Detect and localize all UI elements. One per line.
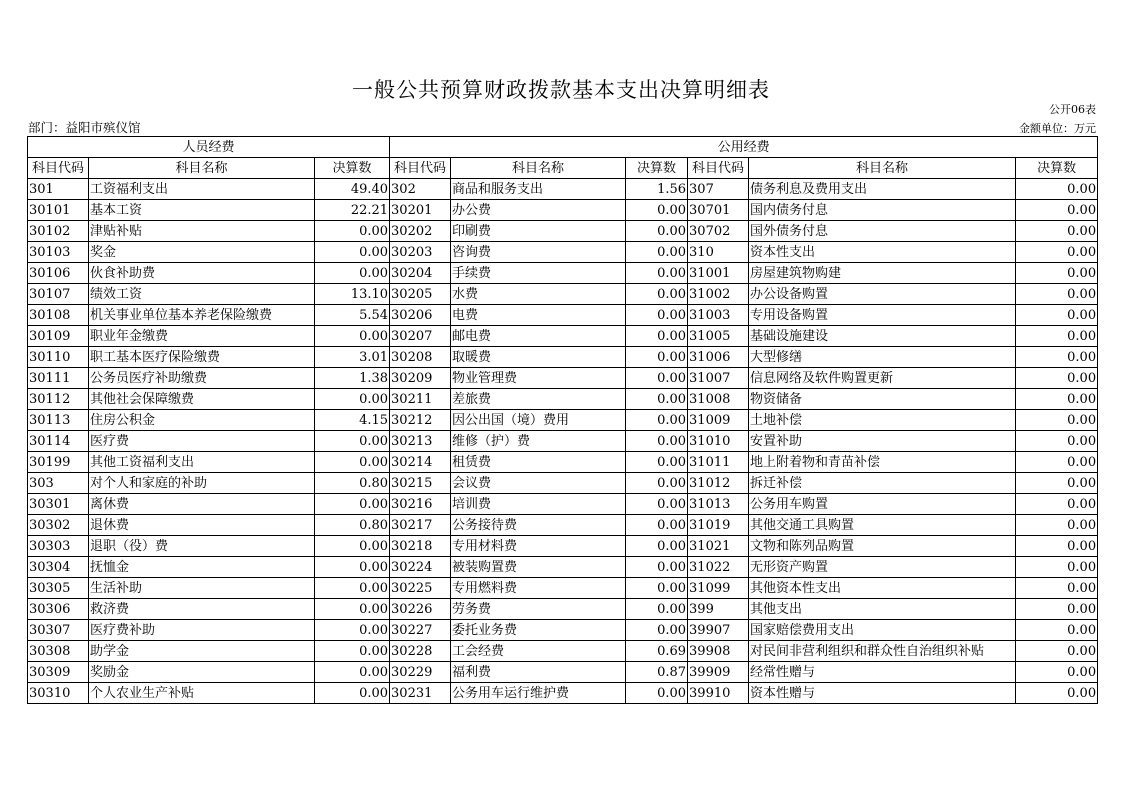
table-row	[28, 620, 1098, 641]
header-name: 科目名称	[451, 158, 626, 179]
cell-code: 30114	[28, 431, 89, 452]
table-row	[28, 410, 1098, 431]
cell-name: 劳务费	[451, 599, 626, 620]
cell-code: 31007	[688, 368, 749, 389]
cell-code: 30199	[28, 452, 89, 473]
cell-code: 303	[28, 473, 89, 494]
cell-amount: 0.00	[1016, 599, 1098, 620]
expenditure-table	[27, 136, 1098, 704]
cell-name: 离休费	[89, 494, 315, 515]
cell-amount: 0.00	[1016, 452, 1098, 473]
cell-amount: 0.00	[626, 557, 688, 578]
cell-amount: 0.00	[626, 494, 688, 515]
cell-name: 医疗费补助	[89, 620, 315, 641]
cell-amount: 1.56	[626, 179, 688, 200]
cell-amount: 0.00	[1016, 431, 1098, 452]
cell-name: 培训费	[451, 494, 626, 515]
cell-amount: 0.00	[626, 620, 688, 641]
cell-amount: 0.00	[315, 536, 390, 557]
page-title: 一般公共预算财政拨款基本支出决算明细表	[352, 78, 770, 102]
cell-name: 抚恤金	[89, 557, 315, 578]
group-header-public: 公用经费	[390, 137, 1098, 158]
cell-code: 30307	[28, 620, 89, 641]
cell-code: 30305	[28, 578, 89, 599]
cell-amount: 5.54	[315, 305, 390, 326]
table-row	[28, 431, 1098, 452]
cell-amount: 4.15	[315, 410, 390, 431]
cell-name: 维修（护）费	[451, 431, 626, 452]
cell-amount: 1.38	[315, 368, 390, 389]
table-row	[28, 200, 1098, 221]
cell-name: 租赁费	[451, 452, 626, 473]
cell-amount: 0.00	[315, 662, 390, 683]
cell-name: 退休费	[89, 515, 315, 536]
cell-code: 31013	[688, 494, 749, 515]
cell-name: 会议费	[451, 473, 626, 494]
cell-code: 39907	[688, 620, 749, 641]
cell-amount: 0.00	[1016, 473, 1098, 494]
cell-code: 30110	[28, 347, 89, 368]
cell-amount: 0.00	[315, 599, 390, 620]
cell-code: 31099	[688, 578, 749, 599]
cell-name: 工会经费	[451, 641, 626, 662]
table-row	[28, 389, 1098, 410]
cell-amount: 0.69	[626, 641, 688, 662]
cell-name: 公务员医疗补助缴费	[89, 368, 315, 389]
header-code: 科目代码	[688, 158, 749, 179]
cell-code: 30207	[390, 326, 451, 347]
department-label: 部门：益阳市殡仪馆	[28, 120, 141, 135]
cell-name: 商品和服务支出	[451, 179, 626, 200]
group-header-row	[28, 137, 1098, 158]
cell-amount: 0.80	[315, 515, 390, 536]
cell-code: 31002	[688, 284, 749, 305]
table-row	[28, 578, 1098, 599]
table-row	[28, 368, 1098, 389]
table-row	[28, 284, 1098, 305]
cell-code: 30217	[390, 515, 451, 536]
table-row	[28, 494, 1098, 515]
cell-code: 30302	[28, 515, 89, 536]
cell-name: 办公费	[451, 200, 626, 221]
cell-code: 30208	[390, 347, 451, 368]
cell-amount: 3.01	[315, 347, 390, 368]
cell-code: 30308	[28, 641, 89, 662]
cell-name: 助学金	[89, 641, 315, 662]
cell-amount: 0.00	[626, 536, 688, 557]
cell-name: 其他交通工具购置	[749, 515, 1016, 536]
cell-code: 30702	[688, 221, 749, 242]
cell-amount: 0.00	[315, 221, 390, 242]
cell-name: 绩效工资	[89, 284, 315, 305]
cell-code: 30106	[28, 263, 89, 284]
cell-code: 30103	[28, 242, 89, 263]
cell-name: 奖励金	[89, 662, 315, 683]
cell-name: 奖金	[89, 242, 315, 263]
table-row	[28, 662, 1098, 683]
cell-amount: 0.00	[626, 284, 688, 305]
cell-amount: 0.00	[626, 683, 688, 704]
cell-amount: 0.00	[626, 431, 688, 452]
cell-name: 物业管理费	[451, 368, 626, 389]
table-row	[28, 641, 1098, 662]
cell-name: 取暖费	[451, 347, 626, 368]
table-row	[28, 179, 1098, 200]
cell-code: 302	[390, 179, 451, 200]
cell-amount: 0.00	[315, 578, 390, 599]
cell-name: 对个人和家庭的补助	[89, 473, 315, 494]
cell-amount: 0.00	[626, 515, 688, 536]
cell-name: 职业年金缴费	[89, 326, 315, 347]
cell-code: 30301	[28, 494, 89, 515]
cell-code: 30201	[390, 200, 451, 221]
cell-code: 30113	[28, 410, 89, 431]
cell-code: 307	[688, 179, 749, 200]
cell-code: 301	[28, 179, 89, 200]
cell-amount: 0.00	[626, 347, 688, 368]
cell-amount: 0.00	[1016, 515, 1098, 536]
cell-name: 公务用车购置	[749, 494, 1016, 515]
cell-amount: 0.00	[1016, 410, 1098, 431]
cell-code: 31003	[688, 305, 749, 326]
cell-amount: 0.00	[315, 557, 390, 578]
form-number: 公开06表	[1049, 103, 1096, 116]
cell-code: 30310	[28, 683, 89, 704]
header-amount: 决算数	[1016, 158, 1098, 179]
cell-name: 资本性赠与	[749, 683, 1016, 704]
cell-amount: 0.00	[1016, 557, 1098, 578]
cell-amount: 0.00	[315, 641, 390, 662]
cell-code: 30205	[390, 284, 451, 305]
cell-code: 31010	[688, 431, 749, 452]
cell-amount: 0.00	[1016, 347, 1098, 368]
cell-name: 咨询费	[451, 242, 626, 263]
cell-name: 退职（役）费	[89, 536, 315, 557]
cell-code: 30101	[28, 200, 89, 221]
cell-name: 国内债务付息	[749, 200, 1016, 221]
cell-name: 公务用车运行维护费	[451, 683, 626, 704]
cell-amount: 0.00	[626, 242, 688, 263]
cell-code: 30112	[28, 389, 89, 410]
cell-amount: 0.87	[626, 662, 688, 683]
table-row	[28, 683, 1098, 704]
cell-amount: 0.00	[1016, 620, 1098, 641]
cell-name: 职工基本医疗保险缴费	[89, 347, 315, 368]
cell-code: 31006	[688, 347, 749, 368]
table-row	[28, 515, 1098, 536]
cell-name: 国外债务付息	[749, 221, 1016, 242]
cell-code: 30224	[390, 557, 451, 578]
cell-amount: 0.00	[315, 431, 390, 452]
cell-name: 邮电费	[451, 326, 626, 347]
cell-amount: 0.00	[626, 452, 688, 473]
cell-amount: 0.00	[1016, 536, 1098, 557]
cell-code: 30227	[390, 620, 451, 641]
cell-amount: 0.00	[1016, 641, 1098, 662]
table-row	[28, 221, 1098, 242]
header-code: 科目代码	[28, 158, 89, 179]
cell-code: 310	[688, 242, 749, 263]
cell-code: 30701	[688, 200, 749, 221]
cell-name: 差旅费	[451, 389, 626, 410]
cell-amount: 0.00	[626, 326, 688, 347]
cell-amount: 0.00	[1016, 662, 1098, 683]
cell-amount: 0.00	[1016, 326, 1098, 347]
cell-amount: 0.00	[315, 263, 390, 284]
cell-code: 30306	[28, 599, 89, 620]
cell-name: 福利费	[451, 662, 626, 683]
cell-code: 30229	[390, 662, 451, 683]
cell-amount: 0.00	[626, 200, 688, 221]
cell-amount: 0.00	[1016, 305, 1098, 326]
cell-amount: 0.00	[1016, 263, 1098, 284]
cell-code: 30204	[390, 263, 451, 284]
cell-name: 基础设施建设	[749, 326, 1016, 347]
cell-name: 文物和陈列品购置	[749, 536, 1016, 557]
cell-name: 拆迁补偿	[749, 473, 1016, 494]
cell-amount: 0.00	[626, 410, 688, 431]
cell-name: 安置补助	[749, 431, 1016, 452]
cell-name: 其他支出	[749, 599, 1016, 620]
cell-name: 债务利息及费用支出	[749, 179, 1016, 200]
cell-code: 30226	[390, 599, 451, 620]
cell-name: 水费	[451, 284, 626, 305]
cell-code: 30108	[28, 305, 89, 326]
cell-amount: 0.00	[626, 389, 688, 410]
cell-name: 资本性支出	[749, 242, 1016, 263]
cell-amount: 0.00	[626, 305, 688, 326]
cell-amount: 0.00	[1016, 683, 1098, 704]
cell-amount: 0.00	[315, 683, 390, 704]
cell-name: 个人农业生产补贴	[89, 683, 315, 704]
cell-amount: 0.00	[315, 242, 390, 263]
cell-amount: 0.00	[1016, 494, 1098, 515]
cell-amount: 0.00	[626, 578, 688, 599]
cell-name: 救济费	[89, 599, 315, 620]
cell-amount: 0.80	[315, 473, 390, 494]
table-row	[28, 347, 1098, 368]
cell-amount: 0.00	[315, 494, 390, 515]
header-code: 科目代码	[390, 158, 451, 179]
cell-name: 其他工资福利支出	[89, 452, 315, 473]
table-row	[28, 473, 1098, 494]
cell-code: 31019	[688, 515, 749, 536]
cell-name: 国家赔偿费用支出	[749, 620, 1016, 641]
cell-code: 399	[688, 599, 749, 620]
column-header-row	[28, 158, 1098, 179]
cell-code: 30215	[390, 473, 451, 494]
cell-code: 30107	[28, 284, 89, 305]
cell-name: 经常性赠与	[749, 662, 1016, 683]
amount-unit-label: 金额单位：万元	[1019, 122, 1096, 135]
cell-name: 其他资本性支出	[749, 578, 1016, 599]
cell-code: 30304	[28, 557, 89, 578]
cell-code: 31008	[688, 389, 749, 410]
cell-code: 30213	[390, 431, 451, 452]
cell-code: 39908	[688, 641, 749, 662]
table-row	[28, 242, 1098, 263]
cell-code: 30203	[390, 242, 451, 263]
cell-code: 30111	[28, 368, 89, 389]
cell-code: 30214	[390, 452, 451, 473]
cell-code: 31011	[688, 452, 749, 473]
cell-amount: 0.00	[1016, 284, 1098, 305]
cell-amount: 0.00	[1016, 200, 1098, 221]
cell-name: 办公设备购置	[749, 284, 1016, 305]
cell-amount: 0.00	[1016, 368, 1098, 389]
cell-amount: 0.00	[626, 599, 688, 620]
cell-amount: 13.10	[315, 284, 390, 305]
cell-code: 39910	[688, 683, 749, 704]
cell-amount: 0.00	[1016, 179, 1098, 200]
cell-name: 物资储备	[749, 389, 1016, 410]
table-row	[28, 263, 1098, 284]
cell-name: 被装购置费	[451, 557, 626, 578]
cell-code: 30211	[390, 389, 451, 410]
cell-code: 30216	[390, 494, 451, 515]
cell-amount: 49.40	[315, 179, 390, 200]
cell-amount: 0.00	[626, 368, 688, 389]
cell-name: 专用材料费	[451, 536, 626, 557]
cell-code: 39909	[688, 662, 749, 683]
cell-amount: 0.00	[626, 221, 688, 242]
cell-code: 31022	[688, 557, 749, 578]
cell-name: 机关事业单位基本养老保险缴费	[89, 305, 315, 326]
cell-amount: 0.00	[626, 263, 688, 284]
cell-name: 地上附着物和青苗补偿	[749, 452, 1016, 473]
header-amount: 决算数	[315, 158, 390, 179]
cell-code: 31012	[688, 473, 749, 494]
cell-name: 无形资产购置	[749, 557, 1016, 578]
table-row	[28, 557, 1098, 578]
header-amount: 决算数	[626, 158, 688, 179]
cell-name: 其他社会保障缴费	[89, 389, 315, 410]
cell-code: 31021	[688, 536, 749, 557]
cell-amount: 0.00	[626, 473, 688, 494]
cell-code: 30206	[390, 305, 451, 326]
cell-amount: 0.00	[1016, 389, 1098, 410]
cell-name: 公务接待费	[451, 515, 626, 536]
cell-name: 电费	[451, 305, 626, 326]
table-row	[28, 326, 1098, 347]
cell-code: 31009	[688, 410, 749, 431]
cell-name: 住房公积金	[89, 410, 315, 431]
cell-code: 31005	[688, 326, 749, 347]
cell-amount: 0.00	[1016, 578, 1098, 599]
cell-code: 30228	[390, 641, 451, 662]
header-name: 科目名称	[89, 158, 315, 179]
cell-name: 委托业务费	[451, 620, 626, 641]
cell-name: 房屋建筑物购建	[749, 263, 1016, 284]
table-row	[28, 305, 1098, 326]
cell-code: 30209	[390, 368, 451, 389]
cell-name: 专用设备购置	[749, 305, 1016, 326]
cell-name: 印刷费	[451, 221, 626, 242]
header-name: 科目名称	[749, 158, 1016, 179]
cell-code: 30225	[390, 578, 451, 599]
cell-name: 大型修缮	[749, 347, 1016, 368]
cell-code: 30109	[28, 326, 89, 347]
cell-name: 工资福利支出	[89, 179, 315, 200]
cell-name: 生活补助	[89, 578, 315, 599]
table-row	[28, 536, 1098, 557]
cell-name: 土地补偿	[749, 410, 1016, 431]
cell-name: 基本工资	[89, 200, 315, 221]
cell-name: 医疗费	[89, 431, 315, 452]
cell-code: 30102	[28, 221, 89, 242]
cell-amount: 0.00	[315, 452, 390, 473]
cell-code: 30202	[390, 221, 451, 242]
cell-amount: 0.00	[1016, 221, 1098, 242]
cell-amount: 22.21	[315, 200, 390, 221]
cell-amount: 0.00	[315, 326, 390, 347]
cell-code: 30303	[28, 536, 89, 557]
group-header-personnel: 人员经费	[28, 137, 390, 158]
cell-name: 对民间非营利组织和群众性自治组织补贴	[749, 641, 1016, 662]
cell-name: 因公出国（境）费用	[451, 410, 626, 431]
cell-code: 30309	[28, 662, 89, 683]
cell-amount: 0.00	[1016, 242, 1098, 263]
table-row	[28, 452, 1098, 473]
cell-code: 31001	[688, 263, 749, 284]
cell-name: 津贴补贴	[89, 221, 315, 242]
table-body	[28, 179, 1098, 704]
cell-name: 手续费	[451, 263, 626, 284]
cell-code: 30212	[390, 410, 451, 431]
cell-name: 专用燃料费	[451, 578, 626, 599]
table-row	[28, 599, 1098, 620]
cell-name: 伙食补助费	[89, 263, 315, 284]
cell-name: 信息网络及软件购置更新	[749, 368, 1016, 389]
cell-amount: 0.00	[315, 389, 390, 410]
cell-code: 30218	[390, 536, 451, 557]
cell-code: 30231	[390, 683, 451, 704]
cell-amount: 0.00	[315, 620, 390, 641]
